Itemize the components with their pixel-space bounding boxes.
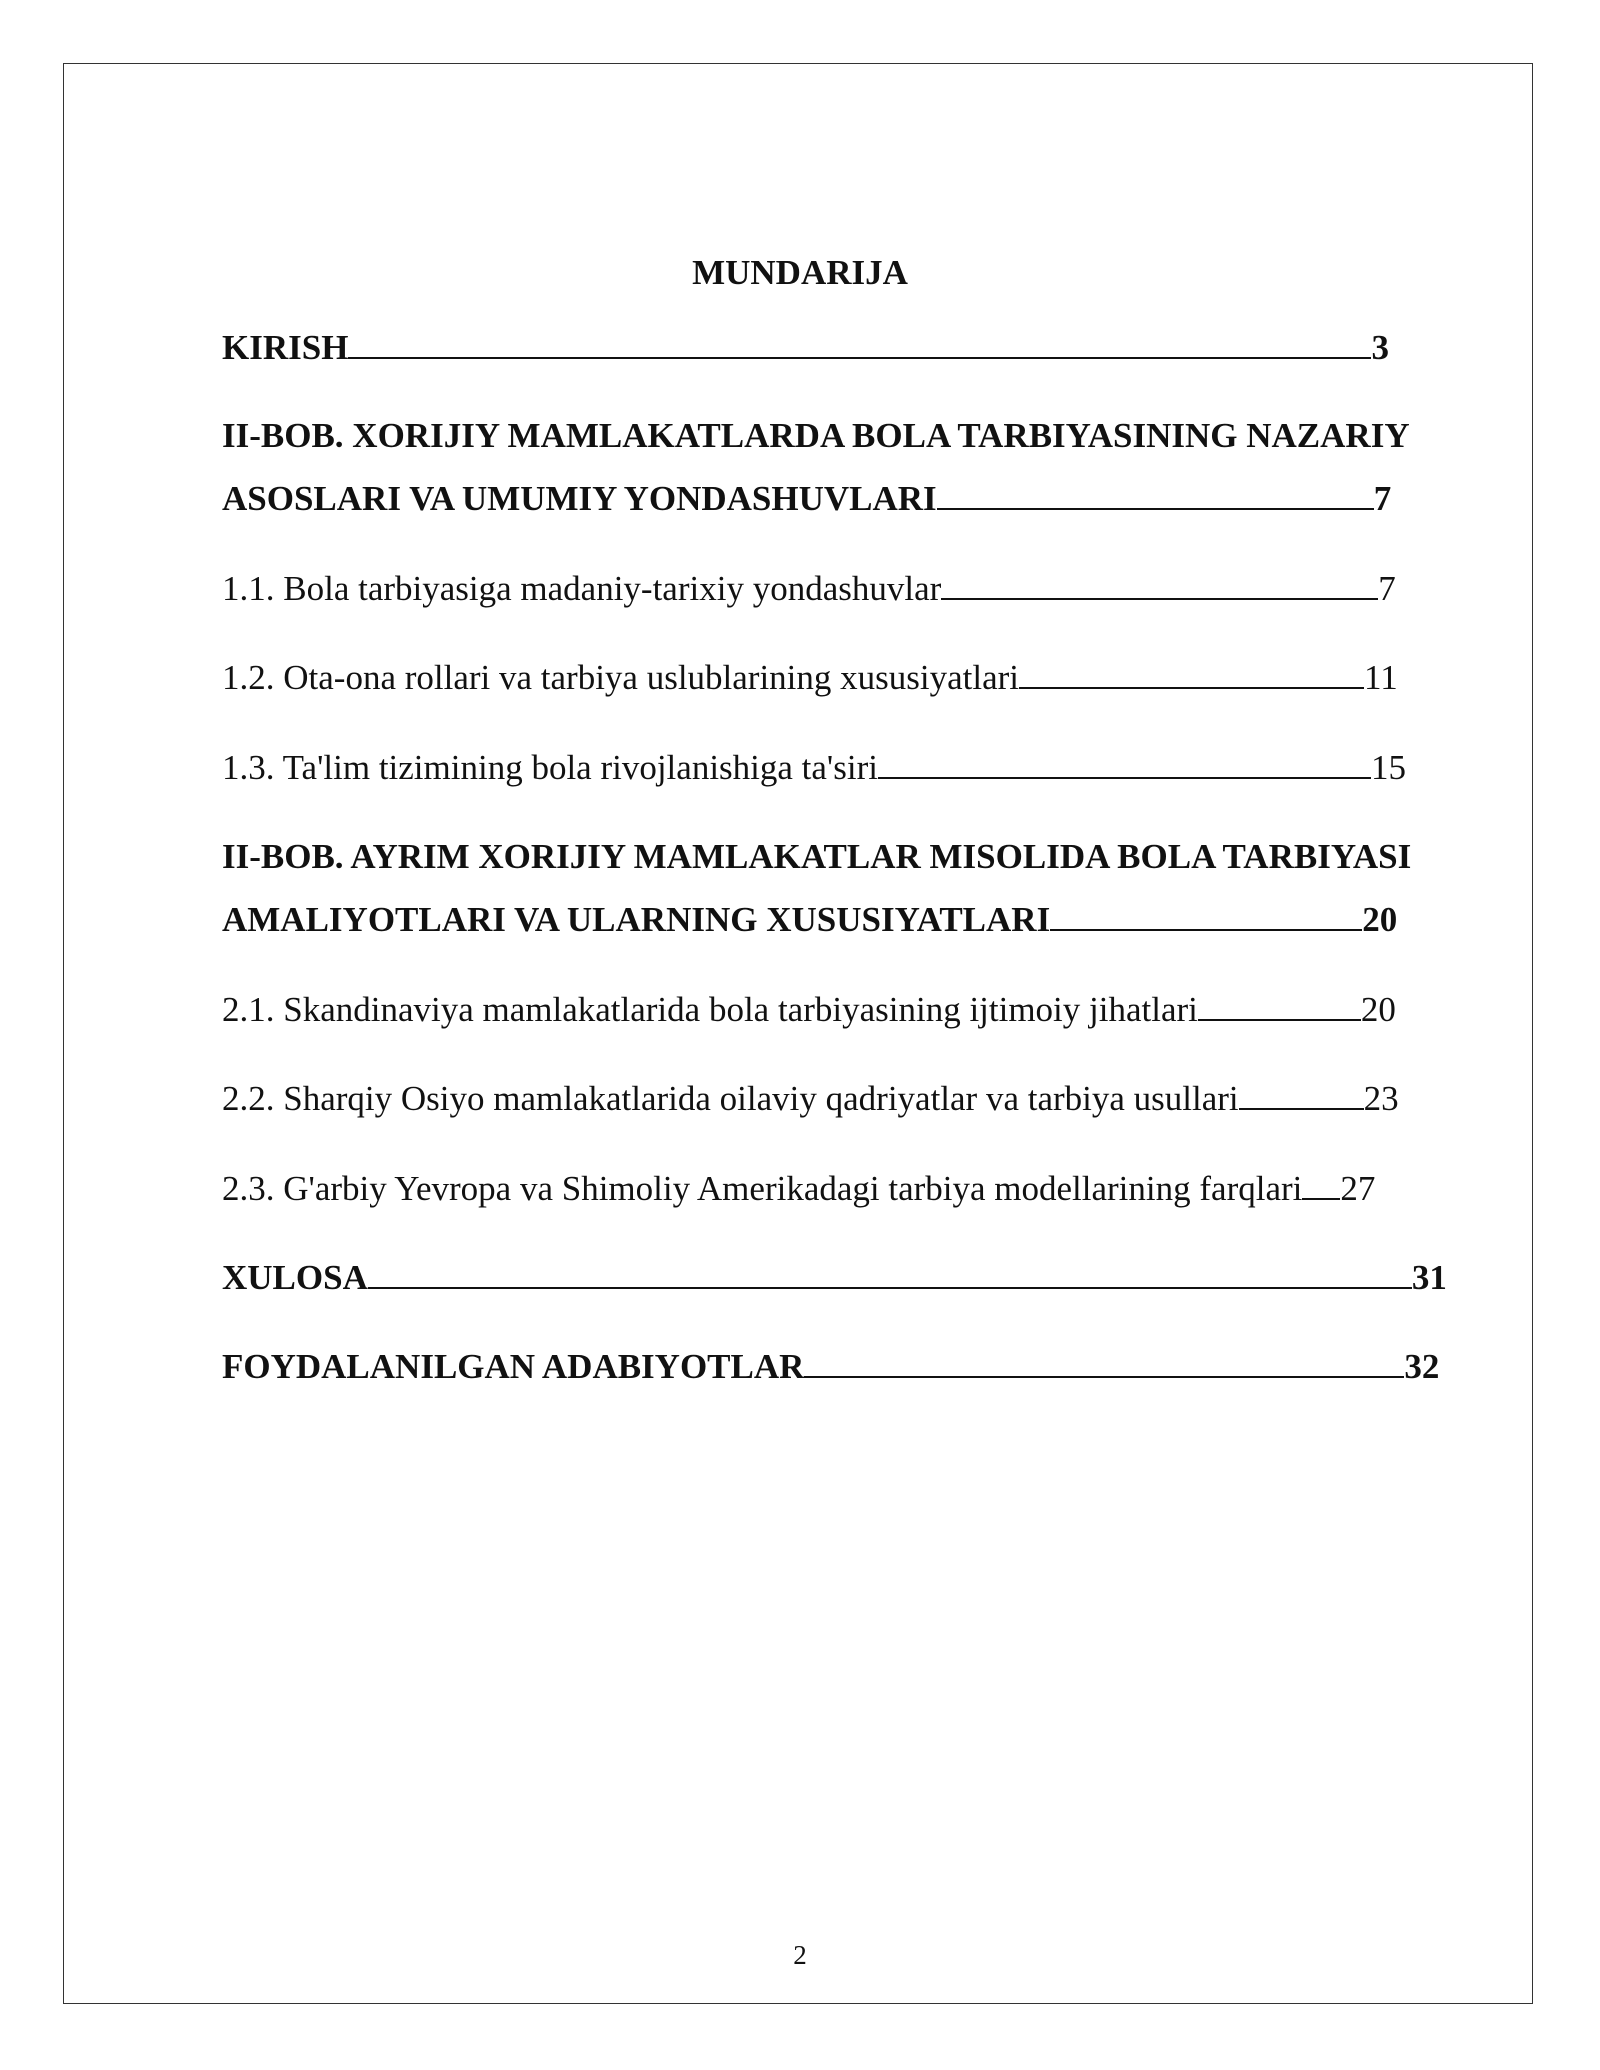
toc-entry-2-2[interactable] xyxy=(222,1074,1399,1124)
toc-page-number: 27 xyxy=(1340,1169,1376,1208)
toc-leader xyxy=(1302,1168,1340,1200)
toc-entry-1-2[interactable] xyxy=(222,653,1398,703)
toc-leader xyxy=(368,1257,1412,1289)
toc-entry-1-1[interactable] xyxy=(222,564,1396,614)
toc-entry-xulosa[interactable] xyxy=(222,1253,1447,1303)
toc-entry-2-1[interactable] xyxy=(222,985,1396,1035)
toc-page-number: 20 xyxy=(1360,990,1396,1029)
toc-entry-label: 2.3. G'arbiy Yevropa va Shimoliy Amerikadagi tarbiya modellarining farqlari xyxy=(222,1169,1303,1208)
toc-entry-chapter2-line2[interactable] xyxy=(222,895,1397,945)
toc-page-number: 20 xyxy=(1362,900,1398,939)
toc-leader xyxy=(1198,989,1361,1021)
toc-entry-label: II-BOB. AYRIM XORIJIY MAMLAKATLAR MISOLIDA BOLA TARBIYASI xyxy=(222,837,1412,876)
toc-entry-1-3[interactable] xyxy=(222,743,1406,793)
toc-page-number: 32 xyxy=(1404,1347,1440,1386)
toc-entry-label: 1.1. Bola tarbiyasiga madaniy-tarixiy yondashuvlar xyxy=(222,569,942,608)
toc-leader xyxy=(348,327,1371,359)
toc-page-number: 23 xyxy=(1363,1079,1399,1118)
toc-entry-chapter1-line1[interactable] xyxy=(222,411,1410,461)
toc-entry-chapter1-line2[interactable] xyxy=(222,474,1391,524)
page-number: 2 xyxy=(793,1940,807,1970)
toc-page-number: 7 xyxy=(1373,479,1392,518)
toc-entry-label: AMALIYOTLARI VA ULARNING XUSUSIYATLARI xyxy=(222,900,1051,939)
toc-leader xyxy=(804,1346,1404,1378)
toc-page-number: 31 xyxy=(1411,1258,1447,1297)
toc-leader xyxy=(937,478,1374,510)
toc-entry-label: 2.2. Sharqiy Osiyo mamlakatlarida oilaviy qadriyatlar va tarbiya usullari xyxy=(222,1079,1239,1118)
toc-entry-label: 1.3. Ta'lim tizimining bola rivojlanishiga ta'siri xyxy=(222,748,878,787)
toc-page-number: 15 xyxy=(1370,748,1406,787)
toc-entry-label: 1.2. Ota-ona rollari va tarbiya uslublarining xususiyatlari xyxy=(222,658,1020,697)
toc-entry-label: 2.1. Skandinaviya mamlakatlarida bola tarbiyasining ijtimoiy jihatlari xyxy=(222,990,1198,1029)
toc-entry-label: XULOSA xyxy=(222,1258,368,1297)
toc-leader xyxy=(878,747,1371,779)
toc-leader xyxy=(1019,657,1364,689)
toc-page-number: 7 xyxy=(1378,569,1396,608)
toc-entry-label: FOYDALANILGAN ADABIYOTLAR xyxy=(222,1347,805,1386)
toc-page-number: 3 xyxy=(1371,328,1389,367)
toc-entry-adabiyotlar[interactable] xyxy=(222,1342,1439,1392)
toc-entry-2-3[interactable] xyxy=(222,1164,1375,1214)
toc-page-number: 11 xyxy=(1364,658,1398,697)
page-title: MUNDARIJA xyxy=(692,253,908,292)
toc-leader xyxy=(1239,1078,1364,1110)
toc-entry-kirish[interactable] xyxy=(222,323,1389,373)
toc-entry-label: ASOSLARI VA UMUMIY YONDASHUVLARI xyxy=(222,479,937,518)
toc-entry-label: II-BOB. XORIJIY MAMLAKATLARDA BOLA TARBIYASINING NAZARIY xyxy=(222,416,1410,455)
toc-leader xyxy=(1050,899,1362,931)
toc-entry-label: KIRISH xyxy=(222,328,349,367)
toc-entry-chapter2-line1[interactable] xyxy=(222,832,1411,882)
toc-leader xyxy=(941,568,1378,600)
